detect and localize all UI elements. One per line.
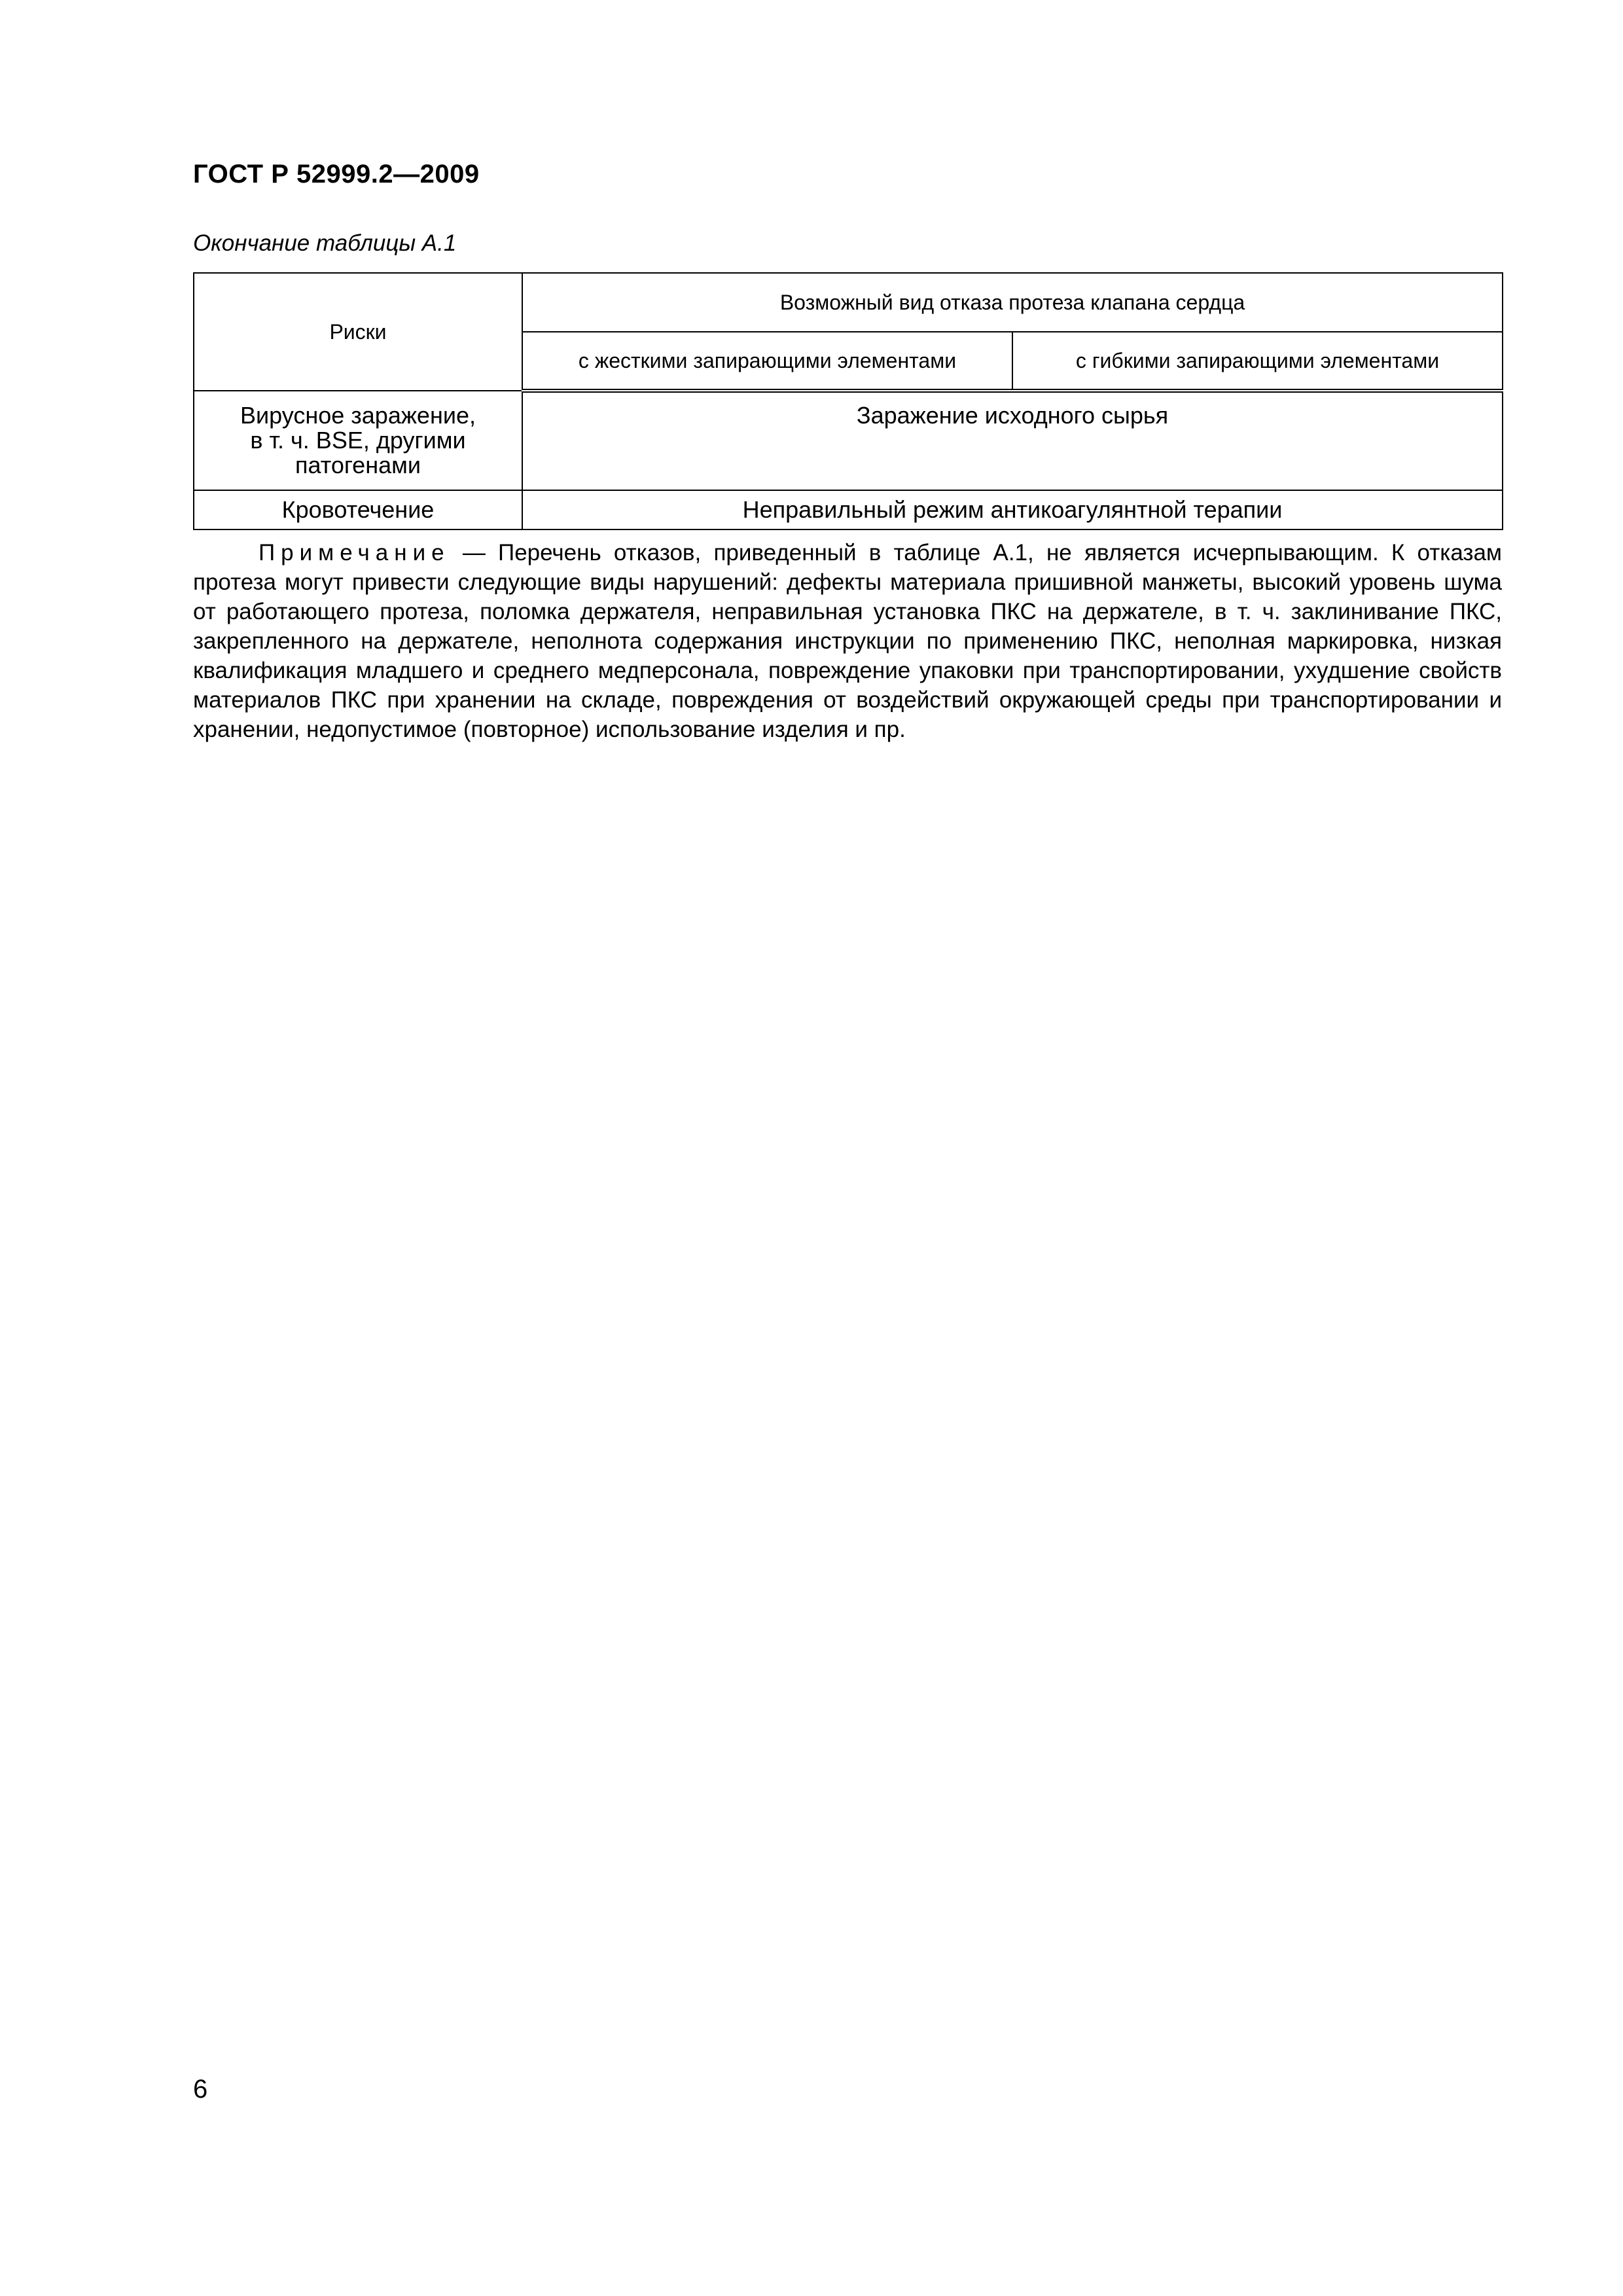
table-header-row — [194, 273, 1503, 332]
header-flexible-elements: с гибкими запирающими элементами — [1012, 332, 1503, 391]
header-risks: Риски — [194, 273, 522, 391]
risk-line: в т. ч. BSE, другими — [250, 427, 466, 454]
note-label: Примечание — [259, 540, 450, 565]
risk-line: Кровотечение — [281, 496, 435, 523]
failure-cell: Заражение исходного сырья — [522, 391, 1503, 490]
table-row — [194, 490, 1503, 529]
document-header: ГОСТ Р 52999.2—2009 — [193, 160, 480, 188]
risk-cell — [194, 490, 522, 529]
note-paragraph — [193, 538, 1502, 744]
risk-table — [193, 272, 1503, 530]
note-text: — Перечень отказов, приведенный в таблице А.1, не является исчерпывающим. К отказам протеза могут привести следующие виды нарушений: дефекты материала пришивной манжеты, высокий уровень шума от работающего протеза, поломка держателя, неправильная установка ПКС на держателе, в т. ч. заклинивание ПКС, закрепленного на держателе, неполнота содержания инструкции по применению ПКС, неполная маркировка, низкая квалификация младшего и среднего медперсонала, повреждение упаковки при транспортировании, ухудшение свойств материалов ПКС при хранении на складе, повреждения от воздействий окружающей среды при транспортировании и хранении, недопустимое (повторное) использование изделия и пр. — [193, 540, 1502, 742]
page-number: 6 — [193, 2075, 208, 2104]
risk-line: Вирусное заражение, — [240, 402, 476, 429]
header-failure-group: Возможный вид отказа протеза клапана сердца — [522, 273, 1503, 332]
header-rigid-elements: с жесткими запирающими элементами — [522, 332, 1012, 391]
failure-cell: Неправильный режим антикоагулянтной терапии — [522, 490, 1503, 529]
risk-cell — [194, 391, 522, 490]
table-row — [194, 391, 1503, 490]
table-caption: Окончание таблицы А.1 — [193, 230, 457, 256]
risk-line: патогенами — [295, 452, 421, 478]
